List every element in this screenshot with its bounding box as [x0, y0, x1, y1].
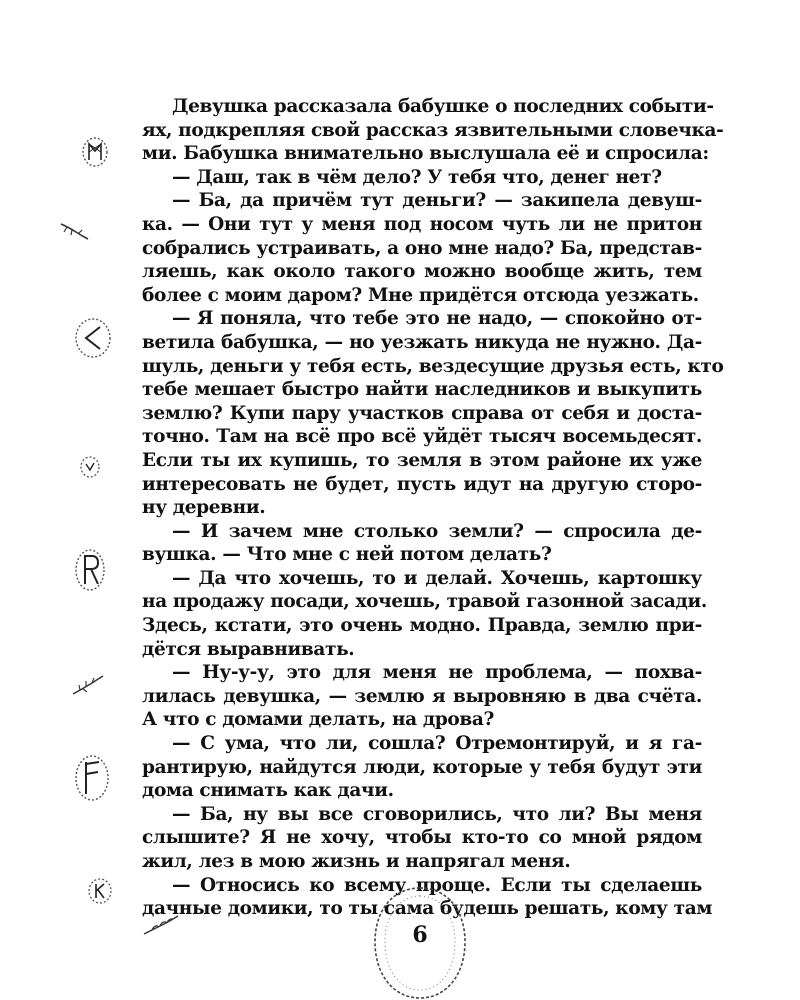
- text-line: А что с домами делать, на дрова?: [142, 709, 495, 731]
- twig-icon: [58, 212, 92, 246]
- text-line: точно. Там на всё про всё уйдёт тысяч восемьдесят.: [142, 426, 702, 448]
- text-line: собрались устраивать, а оно мне надо? Ба, представ-: [142, 237, 702, 259]
- text-line: Если ты их купишь, то земля в этом районе их уже: [142, 449, 702, 471]
- text-line: землю? Купи пару участков справа от себя и доста-: [142, 402, 702, 424]
- text-line: Здесь, кстати, это очень модно. Правда, землю при-: [142, 615, 702, 637]
- text-line: дётся выравнивать.: [142, 638, 355, 660]
- leaf-sprig-icon: [140, 910, 182, 940]
- text-line: ляешь, как около такого можно вообще жить, тем: [142, 261, 702, 283]
- feather-icon: [70, 672, 106, 700]
- text-line: более с моим даром? Мне придётся отсюда уезжать.: [142, 284, 699, 306]
- text-line: тебе мешает быстро найти наследников и выкупить: [142, 379, 702, 401]
- page-number-ornament: [365, 882, 475, 1000]
- text-line: — Ну-у-у, это для меня не проблема, — похва-: [172, 662, 702, 684]
- text-line: — И зачем мне столько земли? — спросила де-: [172, 520, 702, 542]
- rune-mannaz-icon: [78, 132, 112, 172]
- text-line: дома снимать как дачи.: [142, 780, 394, 802]
- text-line: ях, подкрепляя свой рассказ язвительными словечка-: [142, 119, 724, 141]
- text-line: слышите? Я не хочу, чтобы кто-то со мной рядом: [142, 827, 702, 849]
- text-line: дачные домики, то ты сама будешь решать, кому там: [142, 898, 713, 920]
- rune-fehu-icon: [72, 752, 112, 804]
- text-line: — Ба, да причём тут деньги? — закипела девуш-: [172, 190, 702, 212]
- text-line: Девушка рассказала бабушке о последних событи-: [172, 96, 714, 117]
- text-line: — С ума, что ли, сошла? Отремонтируй, и я га-: [172, 733, 702, 755]
- text-line: на продажу посади, хочешь, травой газонной засади.: [142, 591, 707, 613]
- rune-k-icon: [86, 876, 114, 906]
- text-line: — Я поняла, что тебе это не надо, — спокойно от-: [172, 308, 702, 330]
- text-line: — Относись ко всему проще. Если ты сделаешь: [172, 874, 702, 896]
- text-line: шуль, деньги у тебя есть, вездесущие друзья есть, кто: [142, 355, 724, 377]
- text-line: жил, лез в мою жизнь и напрягал меня.: [142, 851, 571, 872]
- text-line: ветила бабушка, — но уезжать никуда не нужно. Да-: [142, 331, 702, 353]
- text-line: ну деревни.: [142, 497, 266, 519]
- text-line: ми. Бабушка внимательно выслушала её и спросила:: [142, 143, 709, 165]
- text-line: — Ба, ну вы все сговорились, что ли? Вы меня: [172, 803, 702, 825]
- text-line: рантирую, найдутся люди, которые у тебя будут эти: [142, 756, 702, 778]
- text-line: ка. — Они тут у меня под носом чуть ли не притон: [142, 213, 702, 235]
- small-rune-icon: [78, 454, 102, 480]
- body-text: [142, 95, 724, 921]
- text-line: интересовать не будет, пусть идут на другую сторо-: [142, 473, 702, 495]
- rune-kenaz-icon: [72, 315, 114, 361]
- page-number: 6: [412, 922, 428, 948]
- text-line: — Да что хочешь, то и делай. Хочешь, картошку: [172, 567, 702, 589]
- text-line: лилась девушка, — землю я выровняю в два счёта.: [142, 685, 702, 707]
- text-line: вушка. — Что мне с ней потом делать?: [142, 544, 552, 566]
- rune-raido-icon: [72, 546, 108, 594]
- text-line: — Даш, так в чём дело? У тебя что, денег нет?: [172, 166, 662, 188]
